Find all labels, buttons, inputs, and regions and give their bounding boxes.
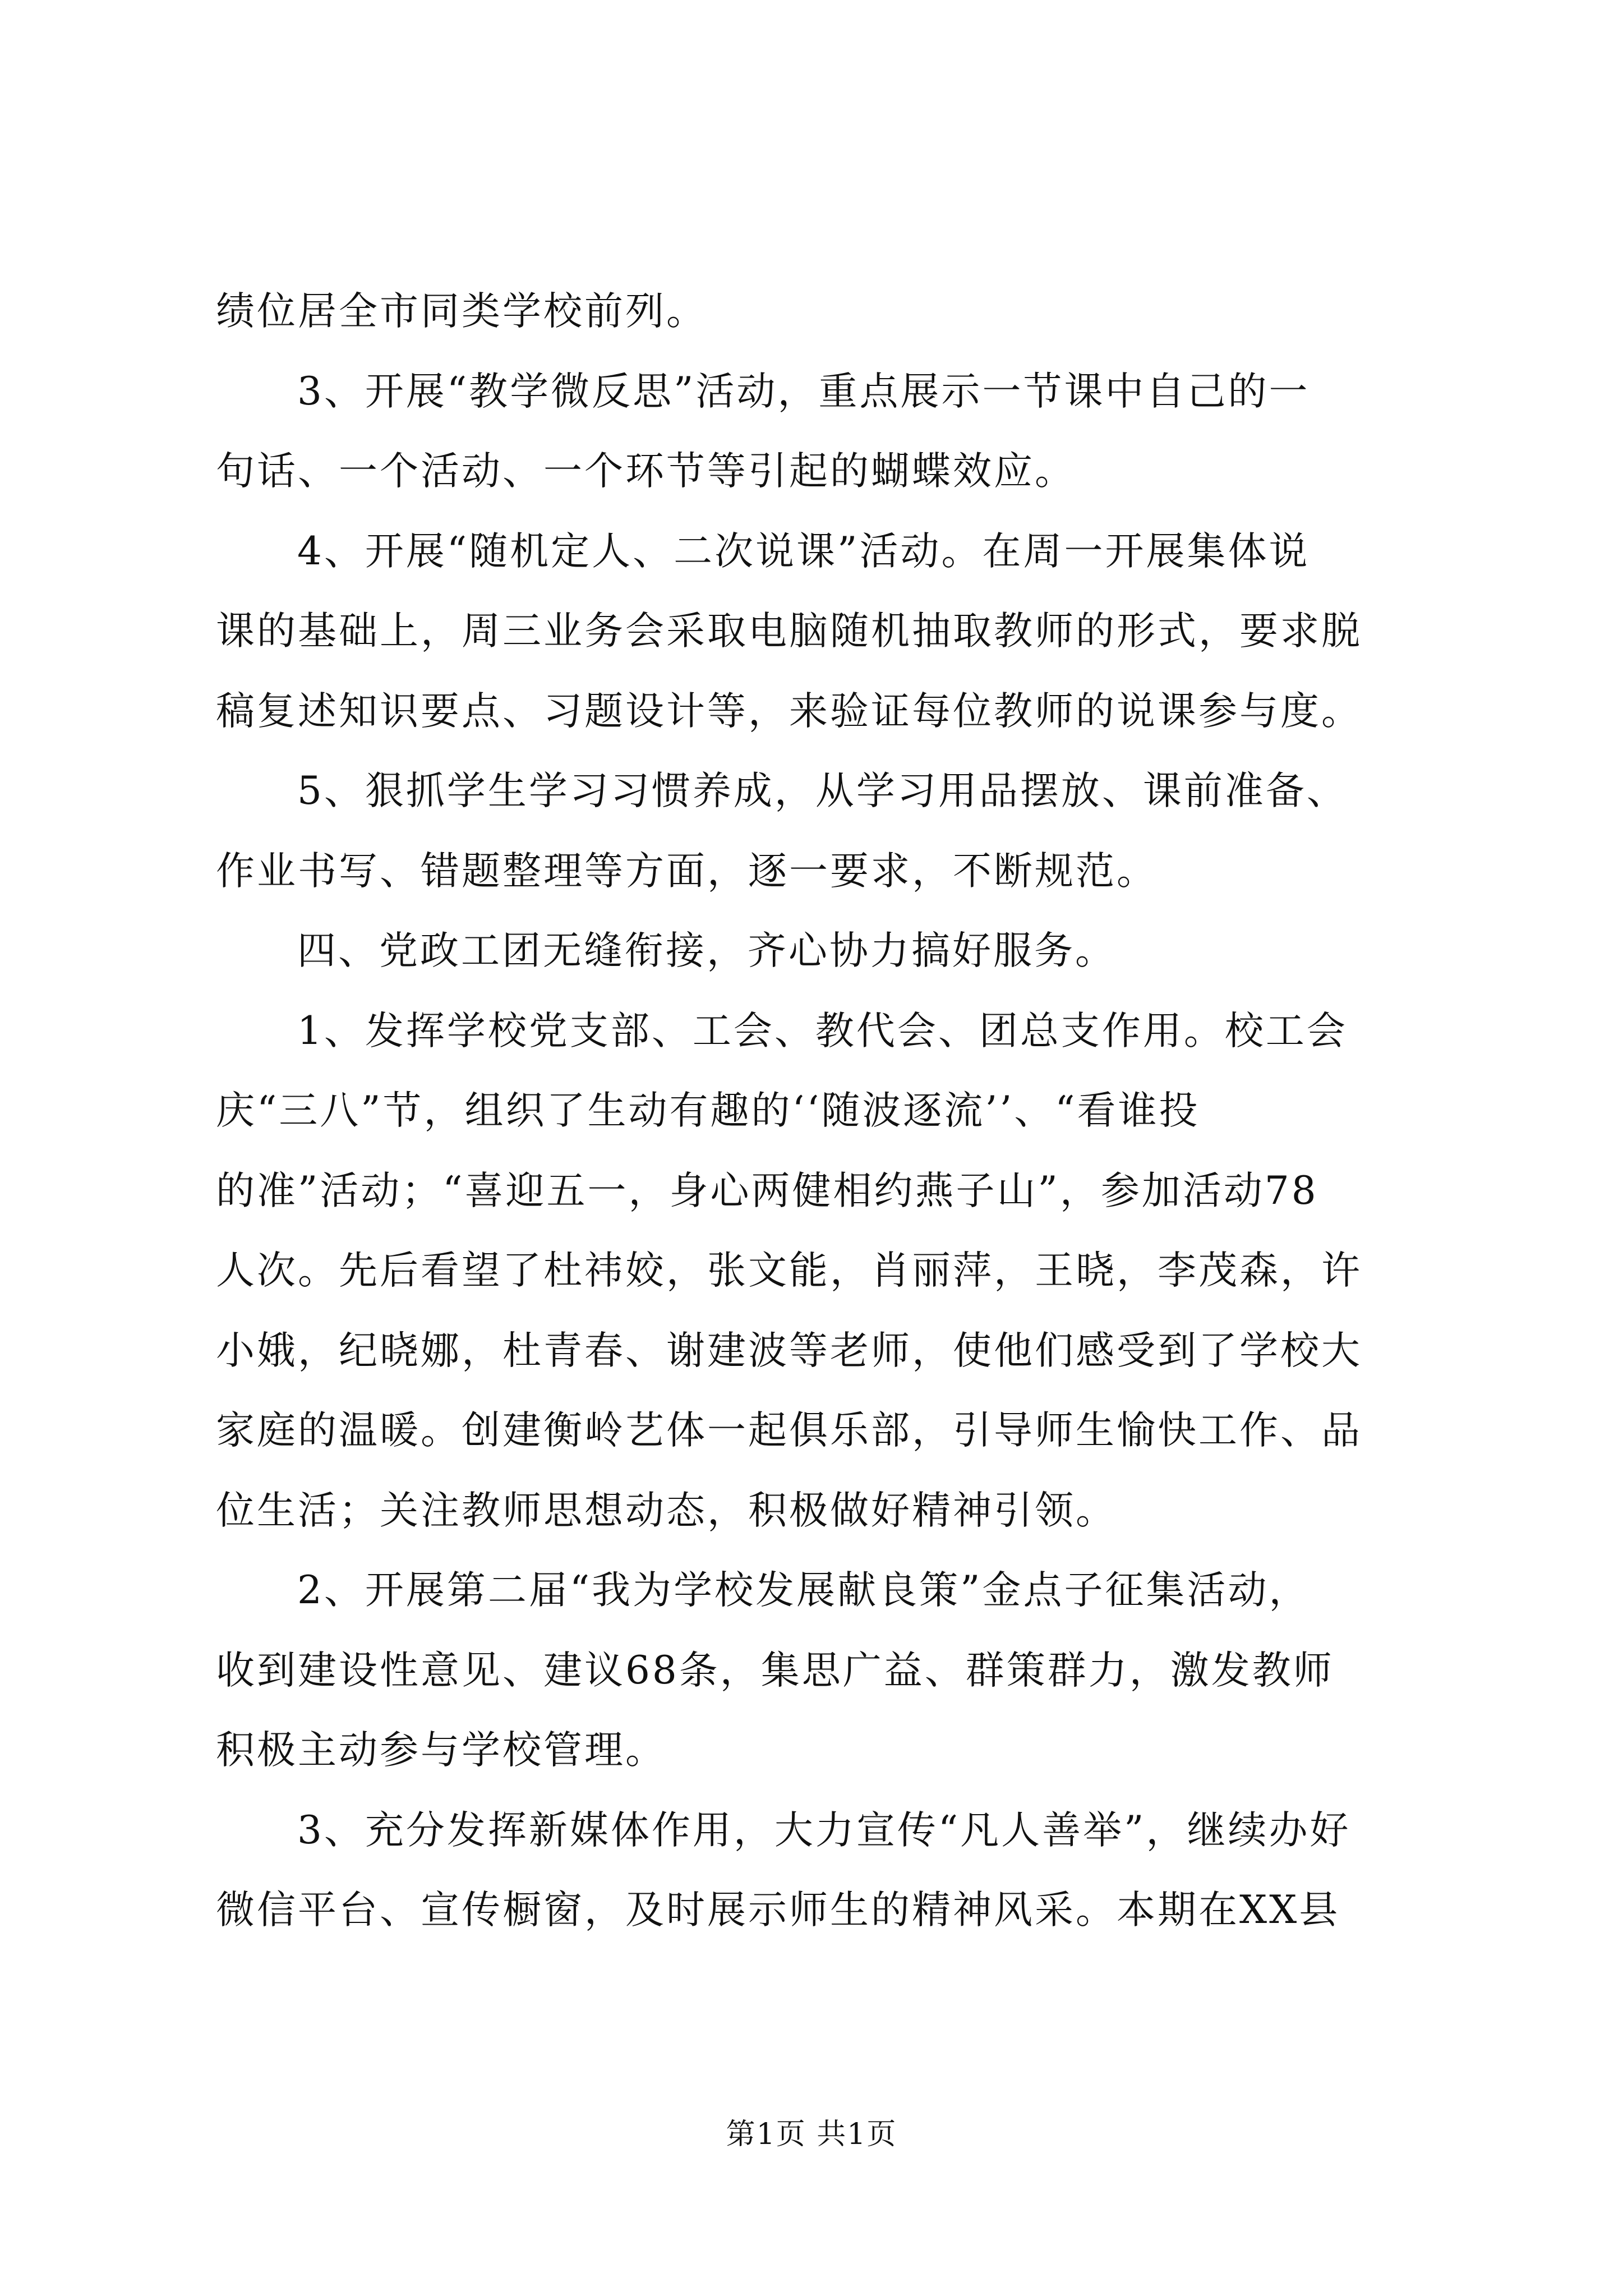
text-line: 绩位居全市同类学校前列。 <box>216 289 707 334</box>
text-line: 积极主动参与学校管理。 <box>216 1728 666 1773</box>
text-line: 小娥，纪晓娜，杜青春、谢建波等老师，使他们感受到了学校大 <box>216 1328 1362 1373</box>
page-number-footer: 第1页 共1页 <box>726 2118 897 2151</box>
text-line: 2、开展第二届“我为学校发展献良策”金点子征集活动， <box>297 1568 1310 1613</box>
section-heading: 四、党政工团无缝衔接，齐心协力搞好服务。 <box>297 928 1116 973</box>
text-line: 庆“三八”节，组织了生动有趣的‘‘随波逐流’’、“看谁投 <box>216 1088 1200 1133</box>
text-line: 3、开展“教学微反思”活动，重点展示一节课中自己的一 <box>297 369 1310 414</box>
text-line: 作业书写、错题整理等方面，逐一要求，不断规范。 <box>216 849 1158 894</box>
text-line: 位生活；关注教师思想动态，积极做好精神引领。 <box>216 1488 1117 1533</box>
text-line: 人次。先后看望了杜祎姣，张文能，肖丽萍，王晓，李茂森，许 <box>216 1248 1362 1293</box>
text-line: 稿复述知识要点、习题设计等，来验证每位教师的说课参与度。 <box>216 689 1362 734</box>
text-line: 的准”活动；“喜迎五一，身心两健相约燕子山”，参加活动78 <box>216 1168 1318 1213</box>
text-line: 4、开展“随机定人、二次说课”活动。在周一开展集体说 <box>297 529 1310 574</box>
text-line: 1、发挥学校党支部、工会、教代会、团总支作用。校工会 <box>297 1009 1348 1053</box>
text-line: 收到建设性意见、建议68条，集思广益、群策群力，激发教师 <box>216 1648 1334 1693</box>
text-line: 句话、一个活动、一个环节等引起的蝴蝶效应。 <box>216 449 1076 494</box>
text-line: 3、充分发挥新媒体作用，大力宣传“凡人善举”，继续办好 <box>297 1808 1351 1853</box>
text-line: 家庭的温暖。创建衡岭艺体一起俱乐部，引导师生愉快工作、品 <box>216 1408 1362 1453</box>
text-line: 微信平台、宣传橱窗，及时展示师生的精神风采。本期在XX县 <box>216 1888 1340 1932</box>
text-line: 课的基础上，周三业务会采取电脑随机抽取教师的形式，要求脱 <box>216 609 1362 654</box>
text-line: 5、狠抓学生学习习惯养成，从学习用品摆放、课前准备、 <box>297 769 1348 813</box>
